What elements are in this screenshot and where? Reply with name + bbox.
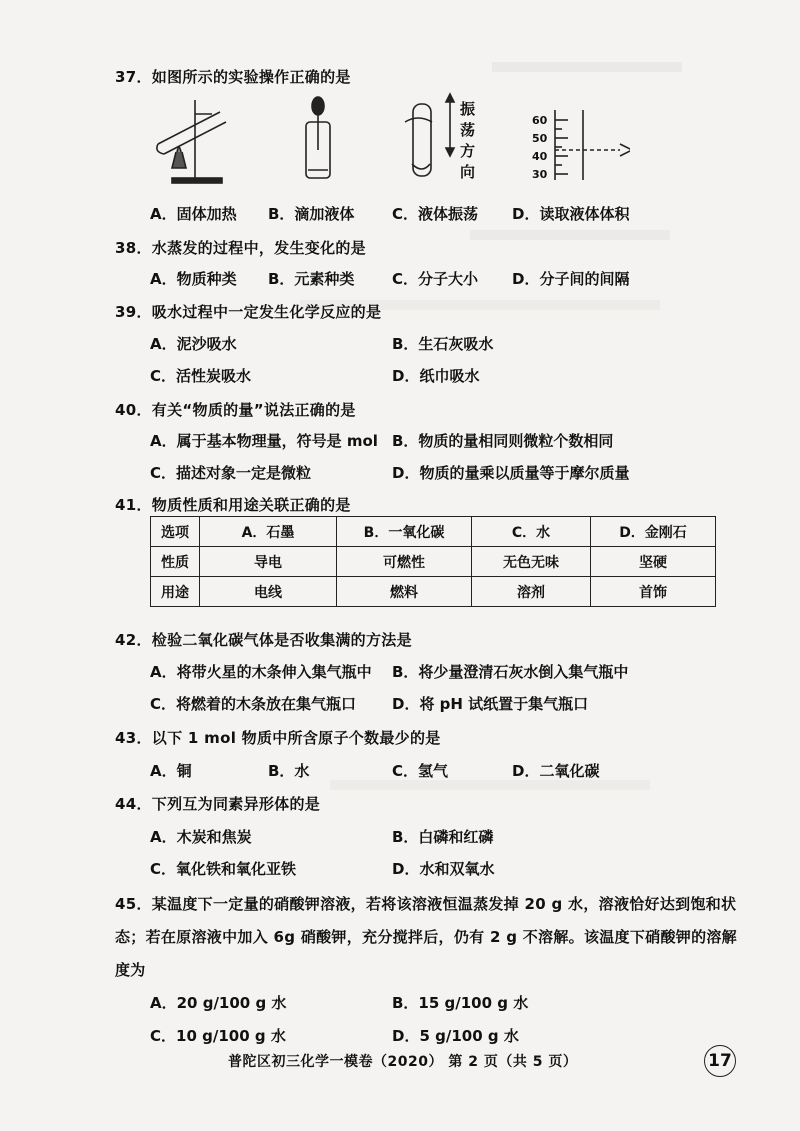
property-usage-table [150,516,716,607]
q38-option-b: B．元素种类 [268,270,355,288]
q39-option-b: B．生石灰吸水 [392,335,494,353]
q43-option-a: A．铜 [150,762,192,780]
q42-option-a: A．将带火星的木条伸入集气瓶中 [150,663,372,681]
question-45-stem-line-3: 度为 [115,961,146,979]
table-row [151,577,716,607]
table-cell: 无色无味 [472,547,591,577]
q42-option-d: D．将 pH 试纸置于集气瓶口 [392,695,589,713]
shake-label-2: 荡 [460,121,476,139]
table-cell: 导电 [200,547,337,577]
q45-option-d: D．5 g/100 g 水 [392,1027,519,1045]
table-row [151,517,716,547]
shake-label-1: 振 [460,100,476,118]
question-45-stem-line-1: 45．某温度下一定量的硝酸钾溶液，若将该溶液恒温蒸发掉 20 g 水，溶液恰好达到饱和状 [115,895,737,913]
q37-option-d: D．读取液体体积 [512,205,630,223]
q44-option-c: C．氧化铁和氧化亚铁 [150,860,297,878]
table-cell: D．金刚石 [591,517,716,547]
question-43-stem: 43．以下 1 mol 物质中所含原子个数最少的是 [115,729,441,747]
question-38-stem: 38．水蒸发的过程中，发生变化的是 [115,239,366,257]
table-cell: 选项 [151,517,200,547]
question-37-stem: 37．如图所示的实验操作正确的是 [115,68,351,86]
q38-option-a: A．物质种类 [150,270,237,288]
q38-option-d: D．分子间的间隔 [512,270,630,288]
table-cell: 电线 [200,577,337,607]
table-cell: 可燃性 [337,547,472,577]
question-42-stem: 42．检验二氧化碳气体是否收集满的方法是 [115,631,412,649]
q42-option-c: C．将燃着的木条放在集气瓶口 [150,695,357,713]
page-number-badge: 17 [704,1045,736,1077]
scale-tick-30: 30 [532,168,548,181]
question-45-stem-line-2: 态；若在原溶液中加入 6g 硝酸钾，充分搅拌后，仍有 2 g 不溶解。该温度下硝酸钾的溶解 [115,928,737,946]
page-footer: 普陀区初三化学一模卷（2020） 第 2 页（共 5 页） [228,1054,578,1070]
table-cell: 首饰 [591,577,716,607]
scale-tick-60: 60 [532,114,548,127]
question-41-stem: 41．物质性质和用途关联正确的是 [115,496,351,514]
shake-label-4: 向 [460,163,476,181]
scale-tick-50: 50 [532,132,548,145]
q40-option-d: D．物质的量乘以质量等于摩尔质量 [392,464,630,482]
q37-figures [150,92,630,190]
q40-option-b: B．物质的量相同则微粒个数相同 [392,432,614,450]
table-cell: B．一氧化碳 [337,517,472,547]
q45-option-b: B．15 g/100 g 水 [392,994,529,1012]
bleed-through-mark [492,62,682,72]
dropper-figure [306,97,330,178]
question-40-stem: 40．有关“物质的量”说法正确的是 [115,401,356,419]
q39-option-d: D．纸巾吸水 [392,367,480,385]
question-44-stem: 44．下列互为同素异形体的是 [115,795,321,813]
table-cell: 溶剂 [472,577,591,607]
shake-label-3: 方 [460,142,476,160]
table-row [151,547,716,577]
q45-option-a: A．20 g/100 g 水 [150,994,287,1012]
q44-option-d: D．水和双氧水 [392,860,495,878]
graduated-cylinder-figure [555,110,630,180]
table-cell: 坚硬 [591,547,716,577]
q44-option-b: B．白磷和红磷 [392,828,494,846]
heating-apparatus-figure [157,100,226,183]
bleed-through-mark [470,230,670,240]
q38-option-c: C．分子大小 [392,270,479,288]
q37-option-a: A．固体加热 [150,205,237,223]
table-cell: A．石墨 [200,517,337,547]
shaking-tube-figure [405,94,454,176]
question-39-stem: 39．吸水过程中一定发生化学反应的是 [115,303,382,321]
q43-option-d: D．二氧化碳 [512,762,600,780]
q42-option-b: B．将少量澄清石灰水倒入集气瓶中 [392,663,629,681]
table-cell: 性质 [151,547,200,577]
scale-tick-40: 40 [532,150,548,163]
q45-option-c: C．10 g/100 g 水 [150,1027,286,1045]
table-cell: C．水 [472,517,591,547]
table-cell: 燃料 [337,577,472,607]
q37-option-c: C．液体振荡 [392,205,479,223]
q37-option-b: B．滴加液体 [268,205,355,223]
q39-option-a: A．泥沙吸水 [150,335,237,353]
q40-option-a: A．属于基本物理量，符号是 mol [150,432,378,450]
q43-option-c: C．氢气 [392,762,449,780]
table-cell: 用途 [151,577,200,607]
bleed-through-mark [330,780,650,790]
q44-option-a: A．木炭和焦炭 [150,828,252,846]
q39-option-c: C．活性炭吸水 [150,367,252,385]
q40-option-c: C．描述对象一定是微粒 [150,464,312,482]
q43-option-b: B．水 [268,762,310,780]
